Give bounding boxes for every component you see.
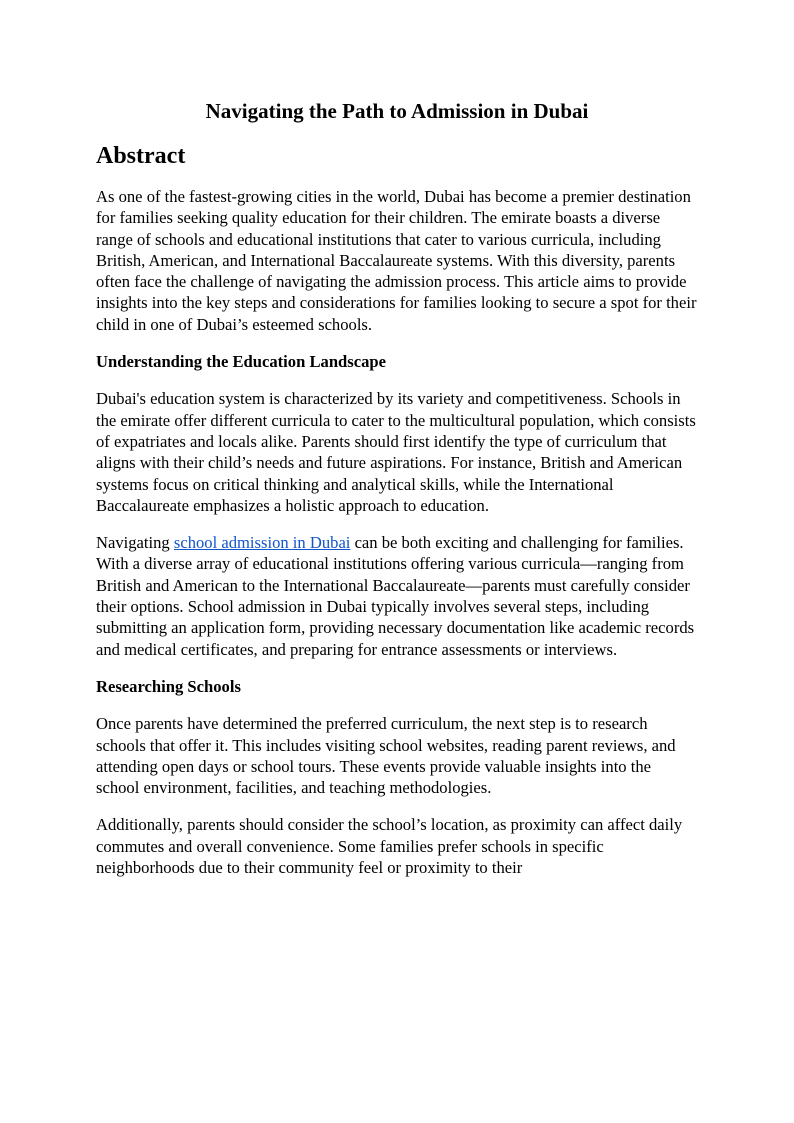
paragraph-text-before-link: Navigating [96, 533, 174, 553]
abstract-heading: Abstract [96, 143, 186, 169]
document-page [96, 96, 698, 878]
school-admission-link[interactable]: school admission in Dubai [173, 533, 351, 553]
paragraph-text-after-link: can be both exciting and challenging for families. With a diverse array of educational institutions offering various curricula—ranging from British and American to the International Baccalaureate—parents must carefully consider their options. School admission in Dubai typically involves several steps, including submitting an application form, providing necessary documentation like academic records and medical certificates, and preparing for entrance assessments or interviews. [96, 533, 695, 659]
school-admission-paragraph [96, 532, 698, 660]
education-landscape-paragraph: Dubai's education system is characterized by its variety and competitiveness. Schools in the emirate offer different curricula to cater to the multicultural population, which consists of expatriates and locals alike. Parents should first identify the type of curriculum that aligns with their child’s needs and future aspirations. For instance, British and American systems focus on critical thinking and analytical skills, while the International Baccalaureate emphasizes a holistic approach to education. [96, 389, 696, 515]
section-heading-education-landscape: Understanding the Education Landscape [96, 352, 386, 372]
document-title: Navigating the Path to Admission in Dubai [205, 99, 589, 123]
researching-schools-paragraph: Once parents have determined the preferred curriculum, the next step is to research schools that offer it. This includes visiting school websites, reading parent reviews, and attending open days or school tours. These events provide valuable insights into the school environment, facilities, and teaching methodologies. [96, 714, 676, 798]
school-location-paragraph: Additionally, parents should consider the school’s location, as proximity can affect daily commutes and overall convenience. Some families prefer schools in specific neighborhoods due to their community feel or proximity to their [96, 815, 683, 878]
abstract-paragraph: As one of the fastest-growing cities in the world, Dubai has become a premier destination for families seeking quality education for their children. The emirate boasts a diverse range of schools and educational institutions that cater to various curricula, including British, American, and International Baccalaureate systems. With this diversity, parents often face the challenge of navigating the admission process. This article aims to provide insights into the key steps and considerations for families looking to secure a spot for their child in one of Dubai’s esteemed schools. [96, 187, 697, 334]
section-heading-researching-schools: Researching Schools [96, 676, 241, 696]
